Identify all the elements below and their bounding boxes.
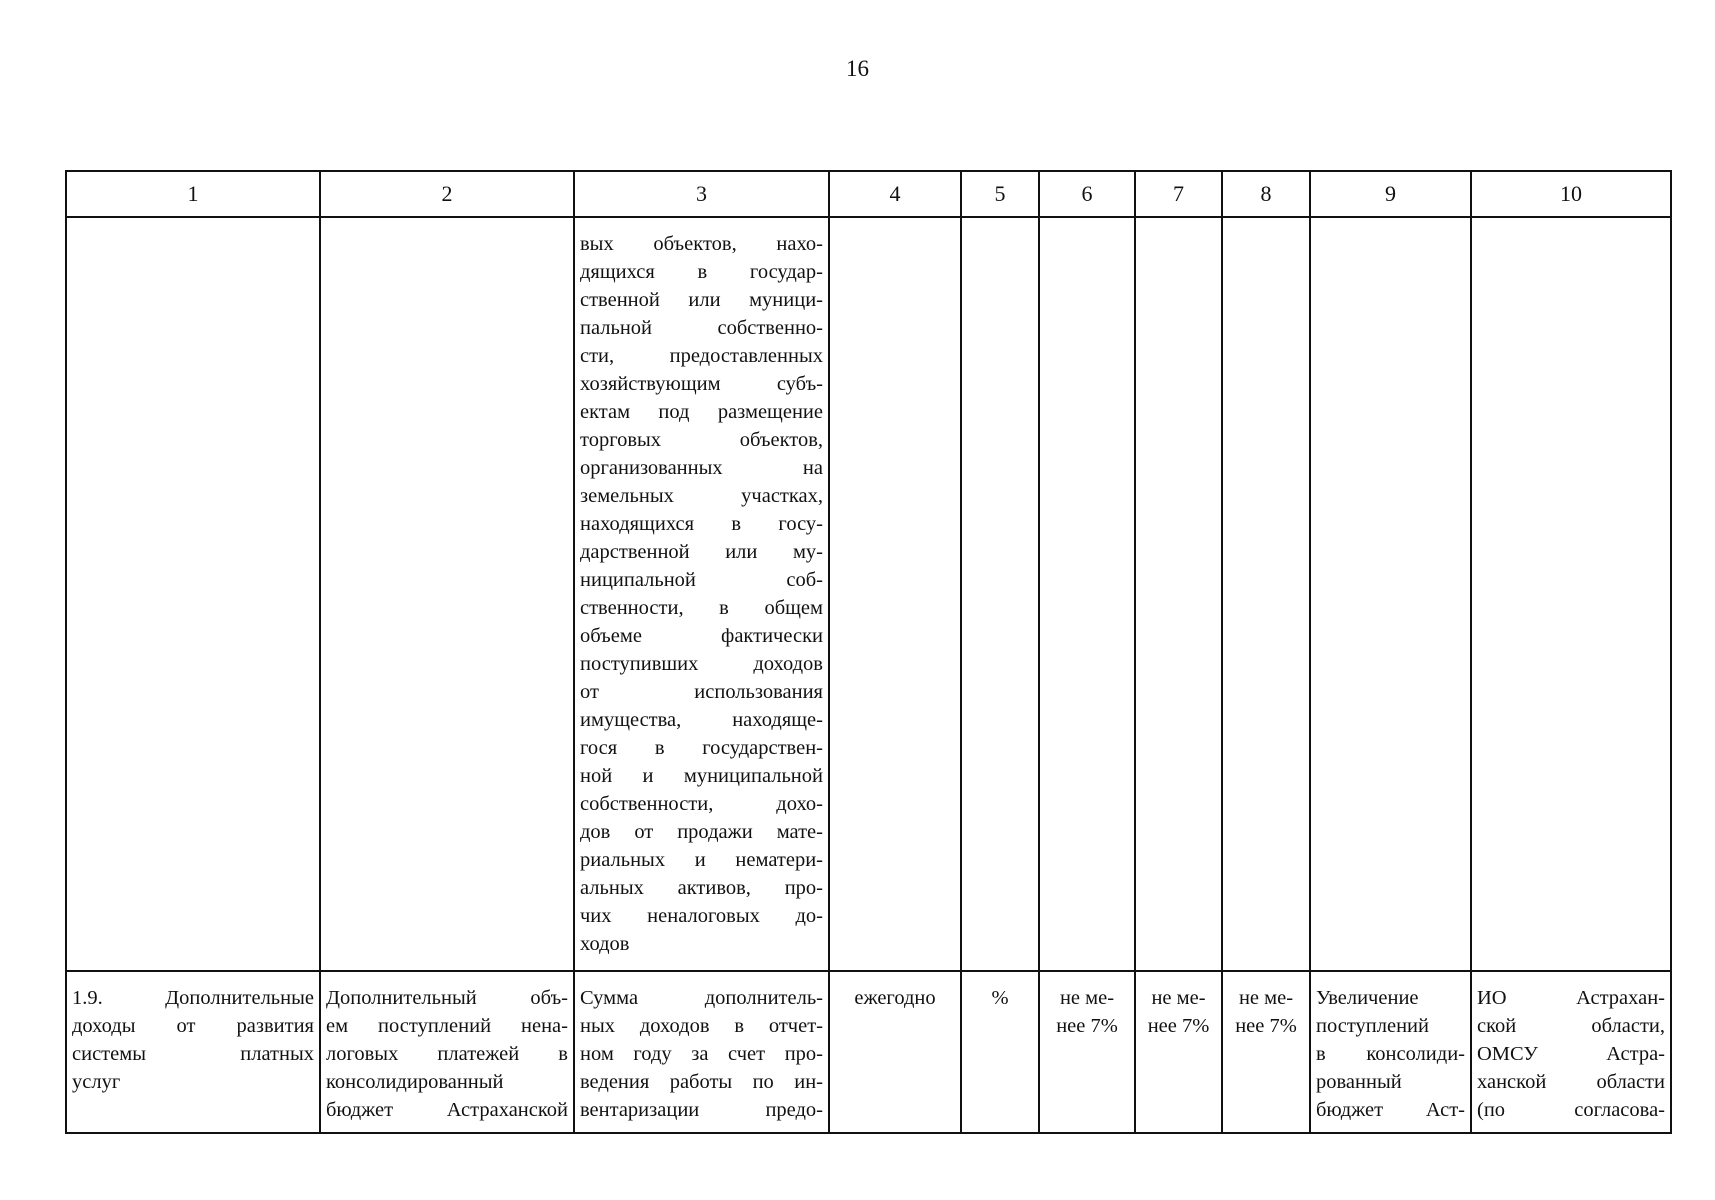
header-col-3: 3 (574, 171, 829, 217)
cont-col-5 (961, 217, 1039, 971)
row-1-9-col-5: % (961, 971, 1039, 1133)
cell-line: ном году за счет про- (580, 1043, 823, 1065)
row-1-9-col-2 (320, 971, 574, 1133)
header-row (66, 171, 1671, 217)
header-col-5: 5 (961, 171, 1039, 217)
row-1-9-col-7 (1135, 971, 1222, 1133)
cell-line: дарственной или му- (580, 541, 823, 563)
cell-line: нее 7% (1147, 1015, 1210, 1037)
cell-line: дов от продажи мате- (580, 821, 823, 843)
cont-col-8 (1222, 217, 1310, 971)
header-col-2: 2 (320, 171, 574, 217)
cell-line: альных активов, про- (580, 877, 823, 899)
cell-line: сти, предоставленных (580, 345, 823, 367)
cell-line: находящихся в госу- (580, 513, 823, 535)
cont-col-3-text (580, 218, 823, 958)
cell-line: ханской области (1477, 1071, 1665, 1093)
header-col-10: 10 (1471, 171, 1671, 217)
cell-line: не ме- (1238, 987, 1294, 1009)
cell-line: чих неналоговых до- (580, 905, 823, 927)
cont-col-2 (320, 217, 574, 971)
cont-col-1 (66, 217, 320, 971)
cell-line: дящихся в государ- (580, 261, 823, 283)
cell-line: организованных на (580, 457, 823, 479)
cell-line: ходов (580, 933, 630, 955)
cell-line: ектам под размещение (580, 401, 823, 423)
header-col-4: 4 (829, 171, 961, 217)
header-col-6: 6 (1039, 171, 1135, 217)
cell-line: не ме- (1151, 987, 1206, 1009)
cell-line: бюджет Астраханской (326, 1099, 568, 1121)
cell-line: доходы от развития (72, 1015, 314, 1037)
cell-line: 1.9. Дополнительные (72, 987, 314, 1009)
cell-line: нее 7% (1235, 1015, 1297, 1037)
cell-line: вых объектов, нахо- (580, 233, 823, 255)
cell-line: ной и муниципальной (580, 765, 823, 787)
cont-col-9 (1310, 217, 1471, 971)
cell-line: Сумма дополнитель- (580, 987, 823, 1009)
cell-line: ниципальной соб- (580, 569, 823, 591)
header-col-8: 8 (1222, 171, 1310, 217)
cont-col-3 (574, 217, 829, 971)
cell-line: хозяйствующим субъ- (580, 373, 823, 395)
row-1-9-col-10 (1471, 971, 1671, 1133)
row-1-9-col-1 (66, 971, 320, 1133)
cont-col-7 (1135, 217, 1222, 971)
cell-line: ем поступлений нена- (326, 1015, 568, 1037)
cell-line: объеме фактически (580, 625, 823, 647)
cell-line: бюджет Аст- (1316, 1099, 1465, 1121)
continuation-row (66, 217, 1671, 971)
cell-line: пальной собственно- (580, 317, 823, 339)
cell-line: не ме- (1059, 987, 1115, 1009)
cell-line: ОМСУ Астра- (1477, 1043, 1665, 1065)
header-col-9: 9 (1310, 171, 1471, 217)
cell-line: нее 7% (1056, 1015, 1118, 1037)
cell-line: земельных участках, (580, 485, 823, 507)
cont-col-4 (829, 217, 961, 971)
row-1-9-col-4: ежегодно (829, 971, 961, 1133)
cell-line: Увеличение (1316, 987, 1419, 1009)
cell-line: ведения работы по ин- (580, 1071, 823, 1093)
page-number: 16 (846, 56, 869, 81)
cont-col-10 (1471, 217, 1671, 971)
cell-line: в консолиди- (1316, 1043, 1465, 1065)
row-1-9-col-8 (1222, 971, 1310, 1133)
cell-line: ской области, (1477, 1015, 1665, 1037)
cell-line: (по согласова- (1477, 1099, 1665, 1121)
cell-line: гося в государствен- (580, 737, 823, 759)
cell-line: ИО Астрахан- (1477, 987, 1665, 1009)
row-1-9 (66, 971, 1671, 1133)
header-col-1: 1 (66, 171, 320, 217)
cell-line: имущества, находяще- (580, 709, 823, 731)
cell-line: поступлений (1316, 1015, 1429, 1037)
cell-line: ных доходов в отчет- (580, 1015, 823, 1037)
cell-line: торговых объектов, (580, 429, 823, 451)
cell-line: логовых платежей в (326, 1043, 568, 1065)
indicators-table (65, 170, 1672, 1134)
cell-line: услуг (72, 1071, 121, 1093)
cont-col-6 (1039, 217, 1135, 971)
row-1-9-col-9 (1310, 971, 1471, 1133)
cell-line: системы платных (72, 1043, 314, 1065)
cell-line: консолидированный (326, 1071, 504, 1093)
cell-line: вентаризации предо- (580, 1099, 823, 1121)
header-col-7: 7 (1135, 171, 1222, 217)
cell-line: риальных и нематери- (580, 849, 823, 871)
cell-line: от использования (580, 681, 823, 703)
cell-line: Дополнительный объ- (326, 987, 568, 1009)
cell-line: собственности, дохо- (580, 793, 823, 815)
cell-line: ственной или муници- (580, 289, 823, 311)
row-1-9-col-6 (1039, 971, 1135, 1133)
cell-line: поступивших доходов (580, 653, 823, 675)
row-1-9-col-3 (574, 971, 829, 1133)
cell-line: ственности, в общем (580, 597, 823, 619)
cell-line: рованный (1316, 1071, 1402, 1093)
